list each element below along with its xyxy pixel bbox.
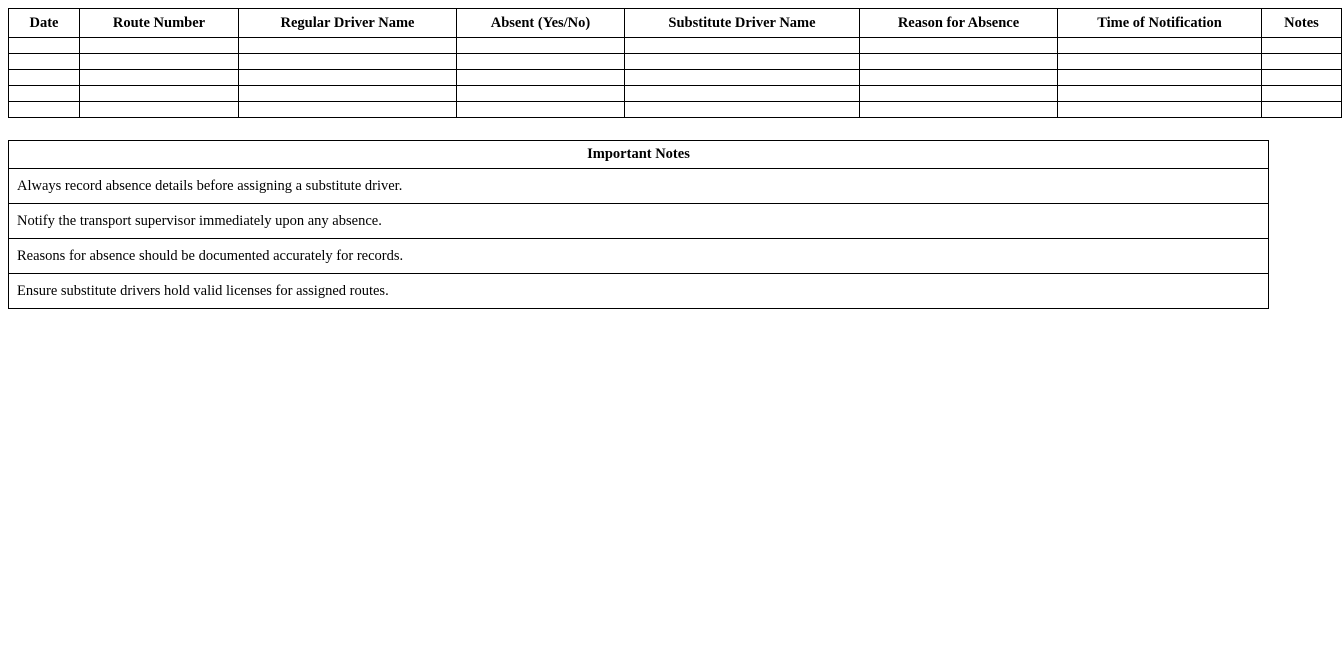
entry-cell[interactable] xyxy=(457,38,625,54)
driver-absence-log-table xyxy=(8,8,1342,118)
entry-cell[interactable] xyxy=(860,102,1058,118)
entry-cell[interactable] xyxy=(80,86,239,102)
important-notes-table xyxy=(8,140,1269,309)
entry-cell[interactable] xyxy=(1262,38,1342,54)
entry-cell[interactable] xyxy=(625,70,860,86)
entry-cell[interactable] xyxy=(1262,86,1342,102)
list-item xyxy=(9,239,1269,274)
note-text: Ensure substitute drivers hold valid licenses for assigned routes. xyxy=(9,274,1269,309)
notes-header-row xyxy=(9,141,1269,169)
note-text: Always record absence details before assigning a substitute driver. xyxy=(9,169,1269,204)
table-row xyxy=(9,70,1342,86)
entry-cell[interactable] xyxy=(9,102,80,118)
table-row xyxy=(9,102,1342,118)
note-text: Notify the transport supervisor immediately upon any absence. xyxy=(9,204,1269,239)
entry-cell[interactable] xyxy=(1058,54,1262,70)
column-header: Reason for Absence xyxy=(860,9,1058,38)
entry-cell[interactable] xyxy=(1058,102,1262,118)
important-notes-section xyxy=(8,140,1270,309)
entry-cell[interactable] xyxy=(80,70,239,86)
column-header: Route Number xyxy=(80,9,239,38)
list-item xyxy=(9,204,1269,239)
header-row xyxy=(9,9,1342,38)
column-header: Substitute Driver Name xyxy=(625,9,860,38)
note-text: Reasons for absence should be documented accurately for records. xyxy=(9,239,1269,274)
column-header: Time of Notification xyxy=(1058,9,1262,38)
entry-cell[interactable] xyxy=(457,54,625,70)
table-row xyxy=(9,38,1342,54)
entry-cell[interactable] xyxy=(239,102,457,118)
entry-cell[interactable] xyxy=(9,38,80,54)
column-header: Regular Driver Name xyxy=(239,9,457,38)
log-table-body xyxy=(9,38,1342,118)
notes-table-header xyxy=(9,141,1269,169)
column-header: Absent (Yes/No) xyxy=(457,9,625,38)
entry-cell[interactable] xyxy=(860,86,1058,102)
entry-cell[interactable] xyxy=(80,102,239,118)
entry-cell[interactable] xyxy=(80,54,239,70)
entry-cell[interactable] xyxy=(625,86,860,102)
entry-cell[interactable] xyxy=(625,102,860,118)
entry-cell[interactable] xyxy=(860,70,1058,86)
entry-cell[interactable] xyxy=(1262,54,1342,70)
entry-cell[interactable] xyxy=(239,86,457,102)
log-table-header xyxy=(9,9,1342,38)
column-header: Date xyxy=(9,9,80,38)
entry-cell[interactable] xyxy=(239,70,457,86)
entry-cell[interactable] xyxy=(1262,70,1342,86)
entry-cell[interactable] xyxy=(457,70,625,86)
entry-cell[interactable] xyxy=(1262,102,1342,118)
notes-table-body xyxy=(9,169,1269,309)
entry-cell[interactable] xyxy=(625,38,860,54)
entry-cell[interactable] xyxy=(860,54,1058,70)
table-row xyxy=(9,54,1342,70)
notes-title: Important Notes xyxy=(9,141,1269,169)
entry-cell[interactable] xyxy=(9,86,80,102)
entry-cell[interactable] xyxy=(1058,86,1262,102)
entry-cell[interactable] xyxy=(239,54,457,70)
entry-cell[interactable] xyxy=(625,54,860,70)
list-item xyxy=(9,274,1269,309)
entry-cell[interactable] xyxy=(9,70,80,86)
entry-cell[interactable] xyxy=(457,102,625,118)
entry-cell[interactable] xyxy=(860,38,1058,54)
column-header: Notes xyxy=(1262,9,1342,38)
entry-cell[interactable] xyxy=(457,86,625,102)
entry-cell[interactable] xyxy=(9,54,80,70)
document-page xyxy=(0,0,1319,309)
table-row xyxy=(9,86,1342,102)
list-item xyxy=(9,169,1269,204)
entry-cell[interactable] xyxy=(1058,70,1262,86)
entry-cell[interactable] xyxy=(239,38,457,54)
entry-cell[interactable] xyxy=(1058,38,1262,54)
entry-cell[interactable] xyxy=(80,38,239,54)
